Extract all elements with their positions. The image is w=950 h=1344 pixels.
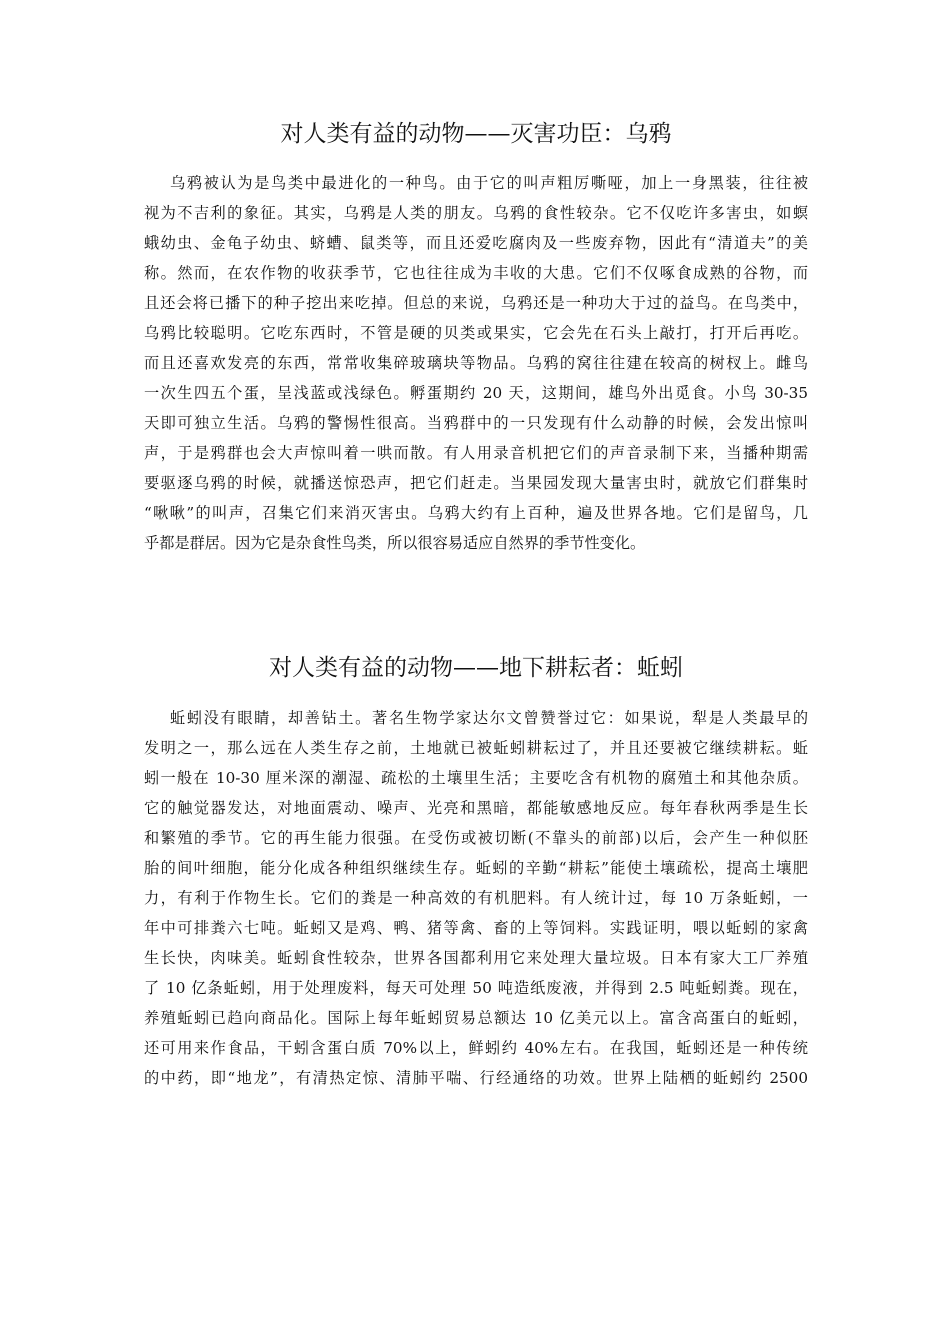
- text-line: 蚓一般在 10-30 厘米深的潮湿、疏松的土壤里生活；主要吃含有机物的腐殖土和其他杂质。: [144, 769, 808, 787]
- text-line: 发明之一，那么远在人类生存之前，土地就已被蚯蚓耕耘过了，并且还要被它继续耕耘。蚯: [144, 739, 808, 757]
- text-line: 力，有利于作物生长。它们的粪是一种高效的有机肥料。有人统计过，每 10 万条蚯蚓，一: [144, 889, 808, 907]
- text-line: 养殖蚯蚓已趋向商品化。国际上每年蚯蚓贸易总额达 10 亿美元以上。富含高蛋白的蚯蚓，: [144, 1009, 808, 1027]
- text-line: 天即可独立生活。乌鸦的警惕性很高。当鸦群中的一只发现有什么动静的时候，会发出惊叫: [144, 414, 808, 432]
- text-line: 视为不吉利的象征。其实，乌鸦是人类的朋友。乌鸦的食性较杂。它不仅吃许多害虫，如螟: [144, 204, 808, 222]
- text-line: 生长快，肉味美。蚯蚓食性较杂，世界各国都利用它来处理大量垃圾。日本有家大工厂养殖: [144, 949, 808, 967]
- text-line: 乌鸦被认为是鸟类中最进化的一种鸟。由于它的叫声粗厉嘶哑，加上一身黑装，往往被: [170, 174, 808, 192]
- text-line: 乎都是群居。因为它是杂食性鸟类，所以很容易适应自然界的季节性变化。: [144, 534, 646, 552]
- section-title-earthworm: 对人类有益的动物——地下耕耘者：蚯蚓: [269, 655, 683, 681]
- text-line: 要驱逐乌鸦的时候，就播送惊恐声，把它们赶走。当果园发现大量害虫时，就放它们群集时: [144, 474, 808, 492]
- text-line: 乌鸦比较聪明。它吃东西时，不管是硬的贝类或果实，它会先在石头上敲打，打开后再吃。: [144, 324, 808, 342]
- text-line: 声，于是鸦群也会大声惊叫着一哄而散。有人用录音机把它们的声音录制下来，当播种期需: [144, 444, 808, 462]
- text-line: 称。然而，在农作物的收获季节，它也往往成为丰收的大患。它们不仅啄食成熟的谷物，而: [144, 264, 808, 282]
- text-line: 还可用来作食品，干蚓含蛋白质 70%以上，鲜蚓约 40%左右。在我国，蚯蚓还是一种传统: [144, 1039, 808, 1057]
- paragraph-earthworm: [144, 703, 808, 1093]
- text-line: 了 10 亿条蚯蚓，用于处理废料，每天可处理 50 吨造纸废液，并得到 2.5 吨蚯蚓粪。现在，: [144, 979, 808, 997]
- text-line: 的中药，即“地龙”，有清热定惊、清肺平喘、行经通络的功效。世界上陆栖的蚯蚓约 2500: [144, 1069, 808, 1087]
- text-line: 和繁殖的季节。它的再生能力很强。在受伤或被切断(不靠头的前部)以后，会产生一种似胚: [144, 829, 808, 847]
- text-line: 胎的间叶细胞，能分化成各种组织继续生存。蚯蚓的辛勤“耕耘”能使土壤疏松，提高土壤肥: [144, 859, 808, 877]
- section-title-crow: 对人类有益的动物——灭害功臣：乌鸦: [280, 121, 672, 147]
- text-line: 一次生四五个蛋，呈浅蓝或浅绿色。孵蛋期约 20 天，这期间，雄鸟外出觅食。小鸟 30-35: [144, 384, 808, 402]
- text-line: 蚯蚓没有眼睛，却善钻土。著名生物学家达尔文曾赞誉过它：如果说，犁是人类最早的: [170, 709, 808, 727]
- text-line: 年中可排粪六七吨。蚯蚓又是鸡、鸭、猪等禽、畜的上等饲料。实践证明，喂以蚯蚓的家禽: [144, 919, 808, 937]
- text-line: 且还会将已播下的种子挖出来吃掉。但总的来说，乌鸦还是一种功大于过的益鸟。在鸟类中，: [144, 294, 808, 312]
- paragraph-crow: [144, 168, 808, 558]
- text-line: 蛾幼虫、金龟子幼虫、蛴螬、鼠类等，而且还爱吃腐肉及一些废弃物，因此有“清道夫”的美: [144, 234, 808, 252]
- text-line: “啾啾”的叫声，召集它们来消灭害虫。乌鸦大约有上百种，遍及世界各地。它们是留鸟，几: [144, 504, 808, 522]
- text-line: 它的触觉器发达，对地面震动、噪声、光亮和黑暗，都能敏感地反应。每年春秋两季是生长: [144, 799, 808, 817]
- text-line: 而且还喜欢发亮的东西，常常收集碎玻璃块等物品。乌鸦的窝往往建在较高的树杈上。雌鸟: [144, 354, 808, 372]
